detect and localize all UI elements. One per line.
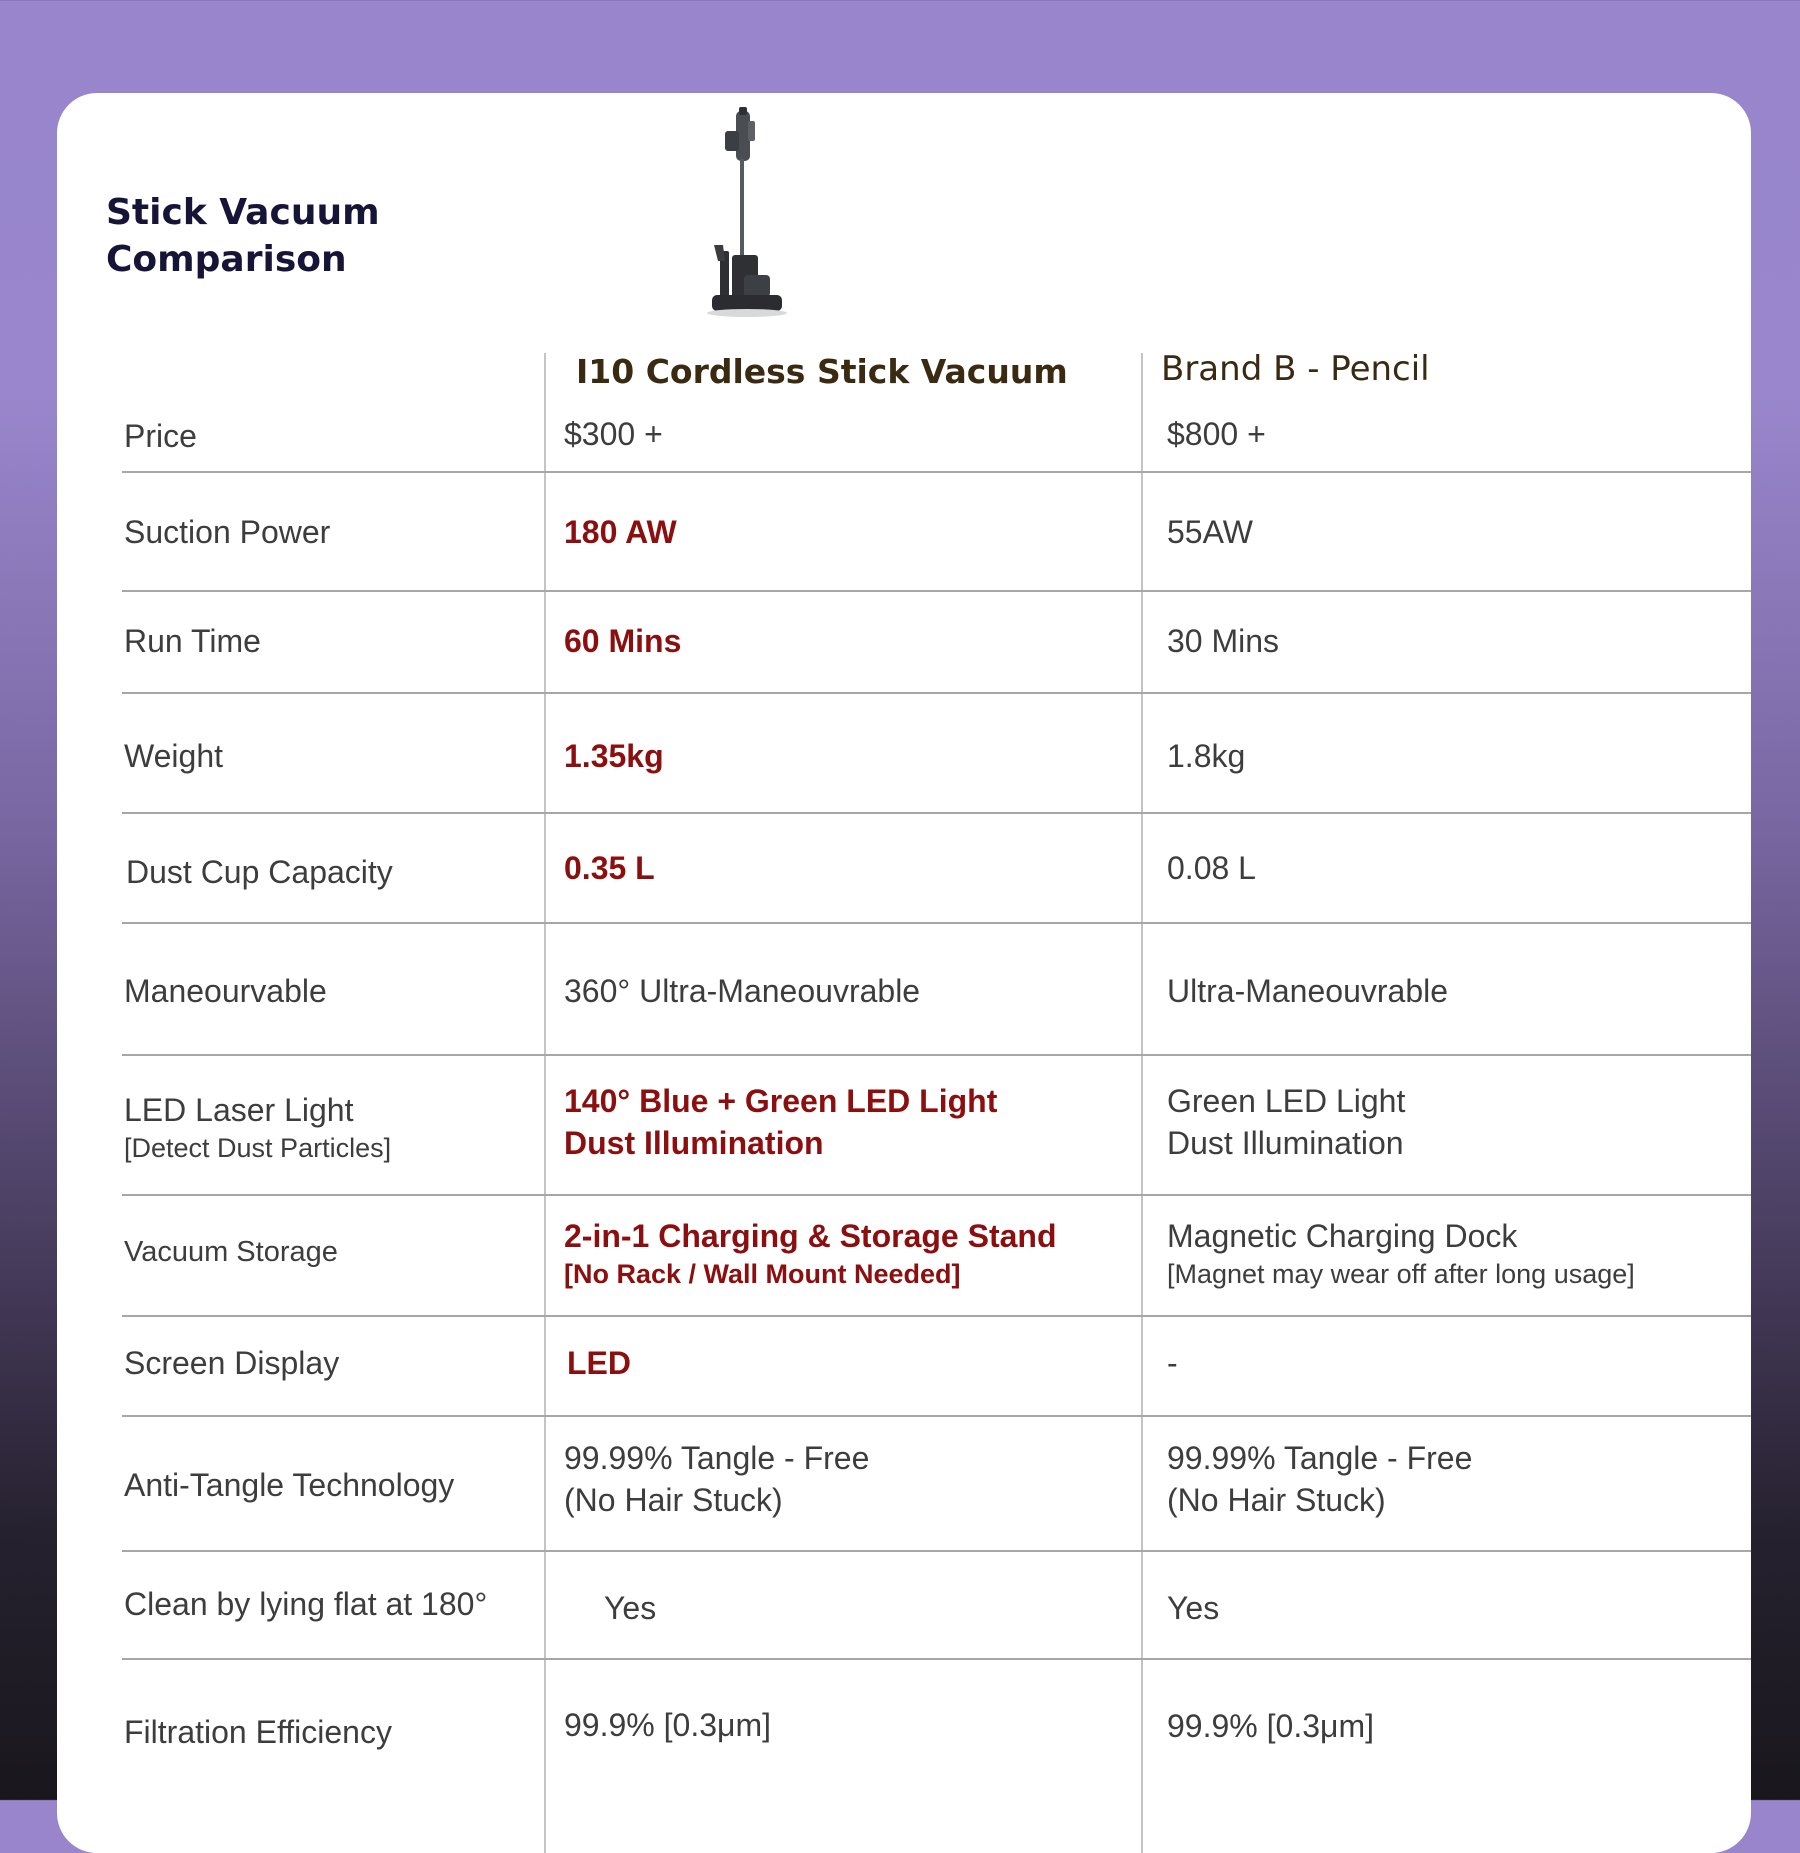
column-divider: [1141, 353, 1143, 1853]
row-divider: [122, 1658, 1751, 1660]
row-label-maneuverable: Maneourvable: [124, 973, 327, 1009]
weight-value-brand-b: 1.8kg: [1167, 738, 1246, 774]
row-label-anti-tangle: Anti-Tangle Technology: [124, 1467, 455, 1503]
suction-power-value-brand-b: 55AW: [1167, 514, 1253, 550]
dust-cup-value-brand-b: 0.08 L: [1167, 850, 1256, 886]
row-label-price: Price: [124, 418, 197, 454]
row-label-run-time: Run Time: [124, 623, 261, 659]
maneuverable-value-brand-b: Ultra-Maneouvrable: [1167, 973, 1449, 1009]
row-divider: [122, 590, 1751, 592]
vacuum-storage-value-brand-b: Magnetic Charging Dock [Magnet may wear off after long usage]: [1167, 1218, 1635, 1289]
column-header-i10: I10 Cordless Stick Vacuum: [576, 352, 1068, 391]
row-label-led-laser-light: LED Laser Light [Detect Dust Particles]: [124, 1092, 392, 1163]
run-time-value-brand-b: 30 Mins: [1167, 623, 1280, 659]
price-value-brand-b: $800 +: [1167, 416, 1266, 452]
row-divider: [122, 812, 1751, 814]
vacuum-storage-value-i10: 2-in-1 Charging & Storage Stand [No Rack / Wall Mount Needed]: [564, 1218, 1057, 1289]
filtration-value-i10: 99.9% [0.3μm]: [564, 1707, 771, 1743]
weight-value-i10: 1.35kg: [564, 738, 664, 774]
filtration-value-brand-b: 99.9% [0.3μm]: [1167, 1708, 1374, 1744]
row-divider: [122, 1315, 1751, 1317]
anti-tangle-value-brand-b: 99.99% Tangle - Free (No Hair Stuck): [1167, 1440, 1473, 1518]
row-label-screen-display: Screen Display: [124, 1345, 340, 1381]
row-label-weight: Weight: [124, 738, 224, 774]
row-label-dust-cup-capacity: Dust Cup Capacity: [126, 854, 393, 890]
row-divider: [122, 1194, 1751, 1196]
row-divider: [122, 922, 1751, 924]
row-label-suction-power: Suction Power: [124, 514, 331, 550]
run-time-value-i10: 60 Mins: [564, 623, 682, 659]
row-sublabel: [Detect Dust Particles]: [124, 1133, 392, 1163]
row-label-lying-flat: Clean by lying flat at 180°: [124, 1586, 488, 1622]
led-light-value-brand-b: Green LED Light Dust Illumination: [1167, 1083, 1406, 1161]
stick-vacuum-product-image: [700, 105, 790, 320]
comparison-card: [57, 93, 1751, 1853]
row-divider: [122, 1415, 1751, 1417]
row-divider: [122, 692, 1751, 694]
screen-display-value-brand-b: -: [1167, 1345, 1178, 1381]
dust-cup-value-i10: 0.35 L: [564, 850, 655, 886]
row-label-filtration: Filtration Efficiency: [124, 1714, 392, 1750]
lying-flat-value-brand-b: Yes: [1167, 1590, 1220, 1626]
row-divider: [122, 1054, 1751, 1056]
led-light-value-i10: 140° Blue + Green LED Light Dust Illumination: [564, 1083, 998, 1161]
lying-flat-value-i10: Yes: [604, 1590, 657, 1626]
price-value-i10: $300 +: [564, 416, 663, 452]
page-title: Stick Vacuum Comparison: [106, 192, 380, 280]
row-divider: [122, 471, 1751, 473]
anti-tangle-value-i10: 99.99% Tangle - Free (No Hair Stuck): [564, 1440, 870, 1518]
row-label-vacuum-storage: Vacuum Storage: [124, 1236, 338, 1268]
row-divider: [122, 1550, 1751, 1552]
column-divider: [544, 353, 546, 1853]
screen-display-value-i10: LED: [567, 1345, 631, 1381]
suction-power-value-i10: 180 AW: [564, 514, 677, 550]
maneuverable-value-i10: 360° Ultra-Maneouvrable: [564, 973, 921, 1009]
column-header-brand-b: Brand B - Pencil: [1161, 349, 1430, 389]
